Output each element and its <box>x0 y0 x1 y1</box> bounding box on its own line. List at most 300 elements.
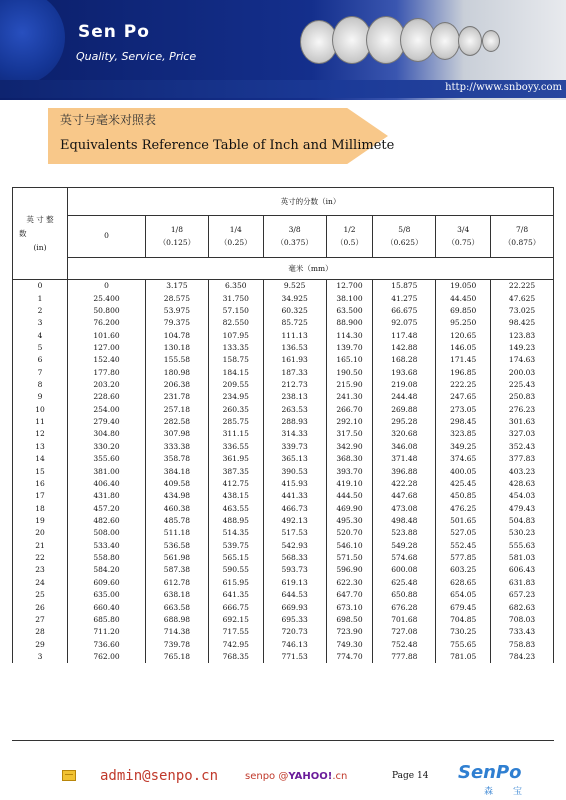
inch-cell: 16 <box>13 477 68 489</box>
table-row <box>13 539 554 551</box>
mm-cell: 206.38 <box>146 378 209 390</box>
mm-cell: 73.025 <box>491 304 554 316</box>
mm-cell: 171.45 <box>436 354 491 366</box>
mm-cell: 717.55 <box>208 626 263 638</box>
mm-cell: 168.28 <box>373 354 436 366</box>
table-row <box>13 502 554 514</box>
fraction-column-header: 1/2 （0.5） <box>326 216 373 258</box>
mm-cell: 711.20 <box>68 626 146 638</box>
mm-cell: 66.675 <box>373 304 436 316</box>
mm-cell: 339.73 <box>263 440 326 452</box>
mm-cell: 679.45 <box>436 601 491 613</box>
mm-cell: 19.050 <box>436 280 491 292</box>
mm-cell: 285.75 <box>208 415 263 427</box>
mm-cell: 508.00 <box>68 527 146 539</box>
mm-cell: 374.65 <box>436 453 491 465</box>
mm-cell: 635.00 <box>68 588 146 600</box>
mm-cell: 69.850 <box>436 304 491 316</box>
mm-cell: 669.93 <box>263 601 326 613</box>
mm-cell: 666.75 <box>208 601 263 613</box>
inch-cell: 24 <box>13 576 68 588</box>
mm-cell: 527.05 <box>436 527 491 539</box>
mm-cell: 682.63 <box>491 601 554 613</box>
mm-cell: 387.35 <box>208 465 263 477</box>
mm-cell: 117.48 <box>373 329 436 341</box>
mm-cell: 292.10 <box>326 415 373 427</box>
mm-cell: 120.65 <box>436 329 491 341</box>
mm-cell: 555.63 <box>491 539 554 551</box>
mm-cell: 558.80 <box>68 551 146 563</box>
mm-cell: 561.98 <box>146 551 209 563</box>
mm-cell: 327.03 <box>491 428 554 440</box>
mm-cell: 146.05 <box>436 341 491 353</box>
mm-cell: 123.83 <box>491 329 554 341</box>
mm-cell: 133.35 <box>208 341 263 353</box>
mm-cell: 568.33 <box>263 551 326 563</box>
mm-cell: 533.40 <box>68 539 146 551</box>
inch-cell: 29 <box>13 638 68 650</box>
mm-cell: 539.75 <box>208 539 263 551</box>
mm-cell: 358.78 <box>146 453 209 465</box>
inch-cell: 27 <box>13 613 68 625</box>
table-row <box>13 490 554 502</box>
mm-cell: 609.60 <box>68 576 146 588</box>
mm-cell: 511.18 <box>146 527 209 539</box>
globe-graphic <box>0 0 65 85</box>
mm-cell: 492.13 <box>263 514 326 526</box>
mm-cell: 552.45 <box>436 539 491 551</box>
mm-cell: 219.08 <box>373 378 436 390</box>
mm-cell: 650.88 <box>373 588 436 600</box>
inch-cell: 3 <box>13 650 68 662</box>
mm-cell: 742.95 <box>208 638 263 650</box>
mm-cell: 708.03 <box>491 613 554 625</box>
mm-cell: 228.60 <box>68 391 146 403</box>
mm-cell: 361.95 <box>208 453 263 465</box>
mm-cell: 714.38 <box>146 626 209 638</box>
mm-cell: 273.05 <box>436 403 491 415</box>
mm-cell: 28.575 <box>146 292 209 304</box>
mm-cell: 504.83 <box>491 514 554 526</box>
inch-cell: 26 <box>13 601 68 613</box>
inch-cell: 23 <box>13 564 68 576</box>
mm-cell: 774.70 <box>326 650 373 662</box>
mm-cell: 139.70 <box>326 341 373 353</box>
mm-cell: 0 <box>68 280 146 292</box>
mm-cell: 619.13 <box>263 576 326 588</box>
mm-cell: 114.30 <box>326 329 373 341</box>
mm-cell: 615.95 <box>208 576 263 588</box>
table-row <box>13 650 554 662</box>
mm-cell: 688.98 <box>146 613 209 625</box>
fraction-column-header: 1/4 （0.25） <box>208 216 263 258</box>
mm-cell: 180.98 <box>146 366 209 378</box>
mm-cell: 403.23 <box>491 465 554 477</box>
inch-cell: 25 <box>13 588 68 600</box>
mm-cell: 733.43 <box>491 626 554 638</box>
mm-cell: 50.800 <box>68 304 146 316</box>
mm-cell: 298.45 <box>436 415 491 427</box>
mm-cell: 346.08 <box>373 440 436 452</box>
mm-cell: 622.30 <box>326 576 373 588</box>
mm-cell: 57.150 <box>208 304 263 316</box>
mm-cell: 34.925 <box>263 292 326 304</box>
mm-cell: 149.23 <box>491 341 554 353</box>
mm-cell: 165.10 <box>326 354 373 366</box>
mm-cell: 454.03 <box>491 490 554 502</box>
mm-cell: 41.275 <box>373 292 436 304</box>
mm-cell: 79.375 <box>146 317 209 329</box>
mm-cell: 781.05 <box>436 650 491 662</box>
mm-cell: 241.30 <box>326 391 373 403</box>
mm-cell: 6.350 <box>208 280 263 292</box>
mm-cell: 479.43 <box>491 502 554 514</box>
envelope-icon <box>62 770 76 781</box>
mm-cell: 330.20 <box>68 440 146 452</box>
mm-cell: 301.63 <box>491 415 554 427</box>
mm-cell: 127.00 <box>68 341 146 353</box>
mm-cell: 523.88 <box>373 527 436 539</box>
fraction-column-header: 5/8 （0.625） <box>373 216 436 258</box>
table-row <box>13 453 554 465</box>
inch-cell: 20 <box>13 527 68 539</box>
mm-cell: 514.35 <box>208 527 263 539</box>
mm-cell: 542.93 <box>263 539 326 551</box>
mm-cell: 469.90 <box>326 502 373 514</box>
inch-cell: 2 <box>13 304 68 316</box>
mm-cell: 47.625 <box>491 292 554 304</box>
mm-cell: 657.23 <box>491 588 554 600</box>
table-row <box>13 292 554 304</box>
mm-cell: 190.50 <box>326 366 373 378</box>
mm-cell: 625.48 <box>373 576 436 588</box>
mm-cell: 473.08 <box>373 502 436 514</box>
inch-cell: 18 <box>13 502 68 514</box>
mm-cell: 463.55 <box>208 502 263 514</box>
inch-cell: 22 <box>13 551 68 563</box>
mm-cell: 654.05 <box>436 588 491 600</box>
table-row <box>13 601 554 613</box>
mm-cell: 177.80 <box>68 366 146 378</box>
inch-cell: 21 <box>13 539 68 551</box>
mm-cell: 565.15 <box>208 551 263 563</box>
mm-cell: 501.65 <box>436 514 491 526</box>
mm-cell: 536.58 <box>146 539 209 551</box>
mm-cell: 425.45 <box>436 477 491 489</box>
table-row <box>13 477 554 489</box>
table-row <box>13 465 554 477</box>
mm-cell: 187.33 <box>263 366 326 378</box>
title-english: Equivalents Reference Table of Inch and Millimete <box>60 138 395 153</box>
mm-cell: 266.70 <box>326 403 373 415</box>
mm-cell: 355.60 <box>68 453 146 465</box>
mm-cell: 612.78 <box>146 576 209 588</box>
mm-cell: 238.13 <box>263 391 326 403</box>
mm-cell: 393.70 <box>326 465 373 477</box>
mm-cell: 546.10 <box>326 539 373 551</box>
mm-cell: 384.18 <box>146 465 209 477</box>
table-row <box>13 564 554 576</box>
mm-cell: 447.68 <box>373 490 436 502</box>
mm-cell: 200.03 <box>491 366 554 378</box>
brand-slogan: Quality, Service, Price <box>76 50 197 63</box>
mm-cell: 695.33 <box>263 613 326 625</box>
mm-cell: 488.95 <box>208 514 263 526</box>
inch-cell: 13 <box>13 440 68 452</box>
mm-cell: 450.85 <box>436 490 491 502</box>
table-row <box>13 378 554 390</box>
mm-cell: 603.25 <box>436 564 491 576</box>
inch-cell: 11 <box>13 415 68 427</box>
mm-cell: 44.450 <box>436 292 491 304</box>
table-row <box>13 638 554 650</box>
mm-group-header: 毫米（mm） <box>68 258 554 280</box>
table-row <box>13 329 554 341</box>
table-row <box>13 354 554 366</box>
mm-cell: 692.15 <box>208 613 263 625</box>
fraction-column-header: 7/8 （0.875） <box>491 216 554 258</box>
mm-cell: 196.85 <box>436 366 491 378</box>
senpo-logo: SenPo <box>458 762 522 783</box>
mm-cell: 723.90 <box>326 626 373 638</box>
mm-cell: 234.95 <box>208 391 263 403</box>
mm-cell: 104.78 <box>146 329 209 341</box>
senpo-logo-chinese: 森宝 <box>484 787 543 797</box>
mm-cell: 88.900 <box>326 317 373 329</box>
mm-cell: 63.500 <box>326 304 373 316</box>
mm-cell: 152.40 <box>68 354 146 366</box>
mm-cell: 212.73 <box>263 378 326 390</box>
table-row <box>13 626 554 638</box>
inch-cell: 15 <box>13 465 68 477</box>
mm-cell: 701.68 <box>373 613 436 625</box>
mm-cell: 704.85 <box>436 613 491 625</box>
title-chinese: 英寸与毫米对照表 <box>60 113 157 127</box>
mm-cell: 495.30 <box>326 514 373 526</box>
mm-cell: 457.20 <box>68 502 146 514</box>
mm-cell: 31.750 <box>208 292 263 304</box>
inch-cell: 19 <box>13 514 68 526</box>
mm-cell: 736.60 <box>68 638 146 650</box>
table-row <box>13 613 554 625</box>
mm-cell: 596.90 <box>326 564 373 576</box>
mm-cell: 390.53 <box>263 465 326 477</box>
mm-cell: 3.175 <box>146 280 209 292</box>
mm-cell: 161.93 <box>263 354 326 366</box>
mm-cell: 95.250 <box>436 317 491 329</box>
mm-cell: 225.43 <box>491 378 554 390</box>
table-row <box>13 280 554 292</box>
contact-email[interactable]: admin@senpo.cn <box>100 768 219 784</box>
inch-cell: 6 <box>13 354 68 366</box>
mm-cell: 400.05 <box>436 465 491 477</box>
mm-cell: 638.18 <box>146 588 209 600</box>
inch-cell: 8 <box>13 378 68 390</box>
mm-cell: 641.35 <box>208 588 263 600</box>
mm-cell: 419.10 <box>326 477 373 489</box>
mm-cell: 628.65 <box>436 576 491 588</box>
mm-cell: 215.90 <box>326 378 373 390</box>
mm-cell: 574.68 <box>373 551 436 563</box>
row-header-cell: 英 寸 整 数 (in) <box>13 188 68 280</box>
table-row <box>13 551 554 563</box>
table-row <box>13 576 554 588</box>
mm-cell: 441.33 <box>263 490 326 502</box>
mm-cell: 428.63 <box>491 477 554 489</box>
table-row <box>13 391 554 403</box>
mm-cell: 174.63 <box>491 354 554 366</box>
mm-cell: 577.85 <box>436 551 491 563</box>
conversion-table <box>12 187 554 663</box>
table-row <box>13 514 554 526</box>
mm-cell: 415.93 <box>263 477 326 489</box>
mm-cell: 581.03 <box>491 551 554 563</box>
table-row <box>13 440 554 452</box>
mm-cell: 142.88 <box>373 341 436 353</box>
mm-cell: 377.83 <box>491 453 554 465</box>
page-number: Page 14 <box>392 771 429 781</box>
fraction-column-header: 3/8 （0.375） <box>263 216 326 258</box>
mm-cell: 396.88 <box>373 465 436 477</box>
mm-cell: 53.975 <box>146 304 209 316</box>
mm-cell: 320.68 <box>373 428 436 440</box>
mm-cell: 107.95 <box>208 329 263 341</box>
mm-cell: 98.425 <box>491 317 554 329</box>
table-body <box>13 280 554 663</box>
table-row <box>13 428 554 440</box>
fraction-group-header: 英寸的分数（in） <box>68 188 554 216</box>
mm-cell: 92.075 <box>373 317 436 329</box>
inch-cell: 9 <box>13 391 68 403</box>
mm-cell: 730.25 <box>436 626 491 638</box>
mm-cell: 784.23 <box>491 650 554 662</box>
mm-cell: 257.18 <box>146 403 209 415</box>
mm-cell: 254.00 <box>68 403 146 415</box>
mm-cell: 765.18 <box>146 650 209 662</box>
inch-cell: 12 <box>13 428 68 440</box>
mm-cell: 647.70 <box>326 588 373 600</box>
mm-cell: 755.65 <box>436 638 491 650</box>
mm-cell: 295.28 <box>373 415 436 427</box>
mm-cell: 590.55 <box>208 564 263 576</box>
mm-cell: 333.38 <box>146 440 209 452</box>
fraction-column-header: 3/4 （0.75） <box>436 216 491 258</box>
mm-cell: 288.93 <box>263 415 326 427</box>
mm-cell: 9.525 <box>263 280 326 292</box>
mm-cell: 739.78 <box>146 638 209 650</box>
mm-cell: 155.58 <box>146 354 209 366</box>
mm-cell: 136.53 <box>263 341 326 353</box>
mm-cell: 231.78 <box>146 391 209 403</box>
mm-cell: 460.38 <box>146 502 209 514</box>
mm-cell: 368.30 <box>326 453 373 465</box>
table-row <box>13 588 554 600</box>
inch-cell: 28 <box>13 626 68 638</box>
mm-cell: 520.70 <box>326 527 373 539</box>
mm-cell: 631.83 <box>491 576 554 588</box>
mm-cell: 431.80 <box>68 490 146 502</box>
mm-cell: 409.58 <box>146 477 209 489</box>
inch-cell: 0 <box>13 280 68 292</box>
fraction-column-header: 1/8 （0.125） <box>146 216 209 258</box>
mm-cell: 76.200 <box>68 317 146 329</box>
table-row <box>13 304 554 316</box>
mm-cell: 758.83 <box>491 638 554 650</box>
mm-cell: 762.00 <box>68 650 146 662</box>
mm-cell: 323.85 <box>436 428 491 440</box>
mm-cell: 22.225 <box>491 280 554 292</box>
table-row <box>13 341 554 353</box>
mm-cell: 676.28 <box>373 601 436 613</box>
inch-cell: 7 <box>13 366 68 378</box>
inch-cell: 4 <box>13 329 68 341</box>
mm-cell: 222.25 <box>436 378 491 390</box>
mm-cell: 314.33 <box>263 428 326 440</box>
mm-cell: 422.28 <box>373 477 436 489</box>
mm-cell: 517.53 <box>263 527 326 539</box>
yahoo-contact[interactable]: senpo @YAHOO!.cn <box>245 771 348 782</box>
mm-cell: 263.53 <box>263 403 326 415</box>
brand-name: Sen Po <box>78 22 150 42</box>
mm-cell: 60.325 <box>263 304 326 316</box>
inch-cell: 1 <box>13 292 68 304</box>
table-row <box>13 317 554 329</box>
mm-cell: 260.35 <box>208 403 263 415</box>
table-row <box>13 415 554 427</box>
mm-cell: 752.48 <box>373 638 436 650</box>
mm-cell: 307.98 <box>146 428 209 440</box>
mm-cell: 412.75 <box>208 477 263 489</box>
mm-cell: 184.15 <box>208 366 263 378</box>
mm-cell: 38.100 <box>326 292 373 304</box>
mm-cell: 746.13 <box>263 638 326 650</box>
mm-cell: 342.90 <box>326 440 373 452</box>
mm-cell: 247.65 <box>436 391 491 403</box>
mm-cell: 158.75 <box>208 354 263 366</box>
mm-cell: 352.43 <box>491 440 554 452</box>
website-url[interactable]: http://www.snboyy.com <box>445 82 562 93</box>
mm-cell: 203.20 <box>68 378 146 390</box>
mm-cell: 85.725 <box>263 317 326 329</box>
mm-cell: 727.08 <box>373 626 436 638</box>
mm-cell: 209.55 <box>208 378 263 390</box>
mm-cell: 25.400 <box>68 292 146 304</box>
mm-cell: 644.53 <box>263 588 326 600</box>
mm-cell: 584.20 <box>68 564 146 576</box>
mm-cell: 244.48 <box>373 391 436 403</box>
mm-cell: 749.30 <box>326 638 373 650</box>
mm-cell: 663.58 <box>146 601 209 613</box>
mm-cell: 304.80 <box>68 428 146 440</box>
mm-cell: 82.550 <box>208 317 263 329</box>
mm-cell: 276.23 <box>491 403 554 415</box>
mm-cell: 485.78 <box>146 514 209 526</box>
mm-cell: 311.15 <box>208 428 263 440</box>
mm-cell: 406.40 <box>68 477 146 489</box>
mm-cell: 317.50 <box>326 428 373 440</box>
mm-cell: 660.40 <box>68 601 146 613</box>
mm-cell: 606.43 <box>491 564 554 576</box>
mm-cell: 777.88 <box>373 650 436 662</box>
table-row <box>13 366 554 378</box>
inch-cell: 5 <box>13 341 68 353</box>
table-row <box>13 403 554 415</box>
mm-cell: 101.60 <box>68 329 146 341</box>
mm-cell: 771.53 <box>263 650 326 662</box>
mm-cell: 498.48 <box>373 514 436 526</box>
inch-cell: 14 <box>13 453 68 465</box>
table-bottom-border <box>12 740 554 741</box>
